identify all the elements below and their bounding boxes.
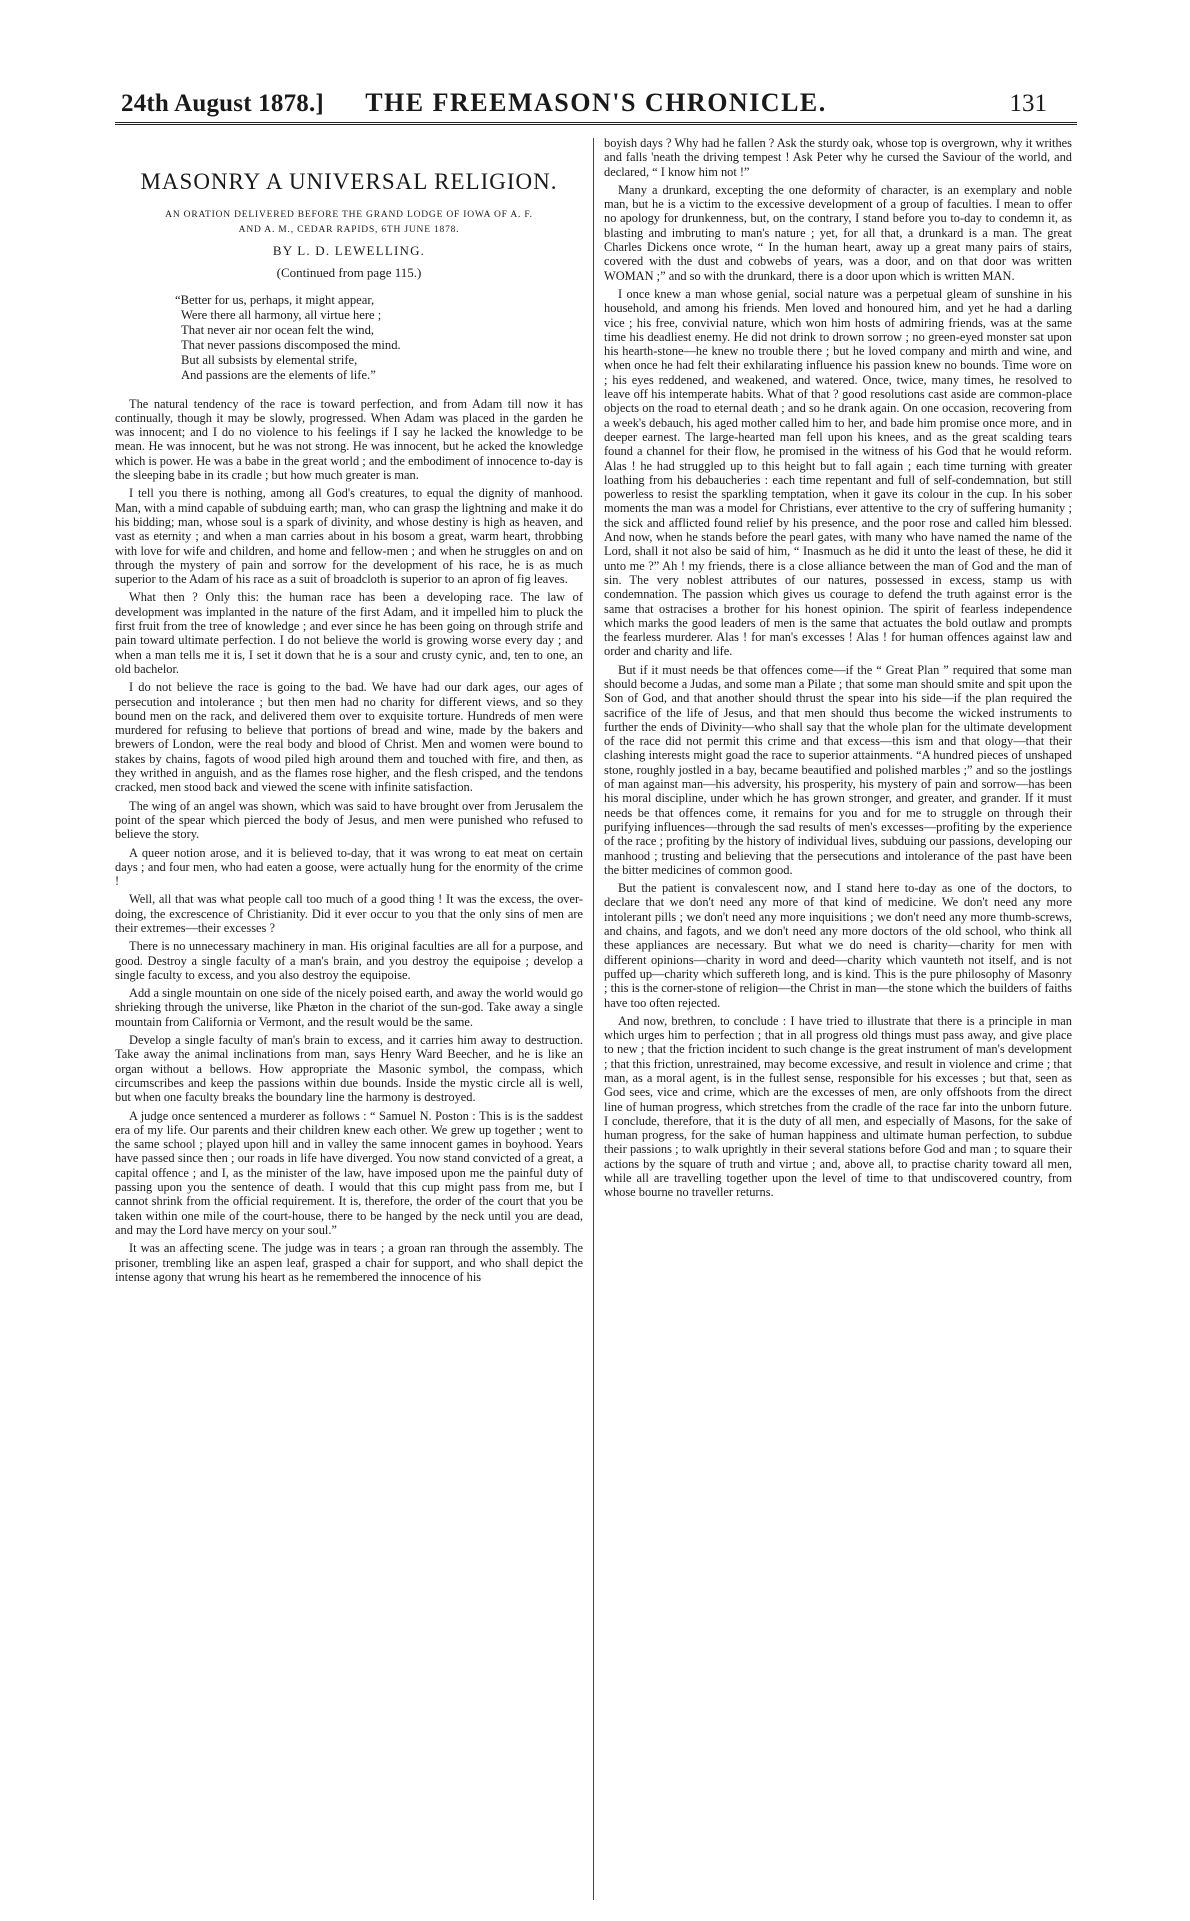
paragraph: But if it must needs be that offences come—if the “ Great Plan ” required that some man should become a Judas, and some man a Pilate ; that some man should smite and spit upon the Son of God, and that another should thrust the spear into his side—if the plan required the sacrifice of the life of Jesus, and that men should thus become the wicked instruments to further the ends of Divinity—who shall say that the whole plan for the ultimate development of the race did not permit this crime and that excess—this ism and that ology—that their clashing interests might goad the race to superior attainments. “A hundred pieces of unshaped stone, roughly jostled in a bay, became beautified and polished marbles ;” and so the jostlings of man against man—his adversity, his prosperity, his mystery of pain and sorrow—has been his moral discipline, under which he has grown stronger, and greater, and grander. If it must needs be that offences come, it remains for you and for me to struggle on through their purifying influences—through the sad results of men's excesses—profiting by the experience of the race ; profiting by the history of individual lives, subduing our passions, developing our manhood ; trusting and believing that the persecutions and intolerance of the past have been the bitter medicines of common good. [604,662,1072,877]
paragraph: It was an affecting scene. The judge was in tears ; a groan ran through the assembly. The prisoner, trembling like an aspen leaf, grasped a chair for support, and who shall depict the intense agony that wrung his heart as he remembered the innocence of his [115,1241,583,1284]
paragraph: The wing of an angel was shown, which was said to have brought over from Jerusalem the point of the spear which pierced the body of Jesus, and men were punished who refused to believe the story. [115,798,583,842]
paragraph: Many a drunkard, excepting the one deformity of character, is an exemplary and noble man, but he is a victim to the excessive development of a group of faculties. I mean to offer no apology for drunkenness, but, on the contrary, I stand before you to-day to condemn it, as blasting and imbruting to man's nature ; yet, for all that, a drunkard is a man. The great Charles Dickens once wrote, “ In the human heart, away up a great many pairs of stairs, covered with the dust and cobwebs of years, was a door, and on that door was written WOMAN ;” and so with the drunkard, there is a door upon which is written MAN. [604,182,1072,283]
continuation-note: (Continued from page 115.) [276,265,422,281]
verse-line: That never passions discomposed the mind. [181,337,401,352]
paragraph: I once knew a man whose genial, social nature was a perpetual gleam of sunshine in his household, and among his friends. Men loved and honoured him, and yet he had a darling vice ; his free, convivial nature, which won him hosts of admiring friends, was at the same time his deadliest enemy. He did not drink to drown sorrow ; no green-eyed monster sat upon his hearth-stone—he knew no trouble there ; but he loved company and mirth and wine, and when once he had felt their exhilarating influence his passion knew no bounds. Time wore on ; his eyes reddened, and weakened, and watered. Once, twice, many times, he resolved to leave off his intemperate habits. What of that ? good resolutions cast aside are common-place objects on the road to eternal death ; and so he drank again. On one occasion, recovering from a week's debauch, his aged mother called him to her, and bade him promise once more, and in deeper earnest. The large-hearted man fell upon his knees, and as the great scalding tears found a channel for their flow, he promised in the witness of his God that he would reform. Alas ! he had struggled up to this height but to fall again ; each time turning with greater loathing from his debaucheries : each time repentant and full of self-condemnation, but still powerless to resist the sparkling temptation, when it gave its colour in the cup. In his sober moments the man was a model for Christians, ever attentive to the cry of suffering humanity ; the sick and afflicted found relief by his presence, and the poor rose and called him blessed. And now, when he stands before the pearl gates, with many who have named the name of the Lord, shall it not also be said of him, “ Inasmuch as he did it unto the least of these, he did it unto me ?” Ah ! my friends, there is a close alliance between the man of God and the man of sin. The very noblest attributes of our natures, possessed in excess, stamp us with condemnation. The passion which gives us courage to defend the truth against error is the same that ostracises a brother for his honest opinion. The spirit of fearless independence which marks the good leaders of men is the same that actuates the bold outlaw and prompts the fearless murderer. Alas ! for man's excesses ! Alas ! for human offences against law and order and charity and life. [604,286,1072,659]
right-column [604,136,1072,1906]
paragraph: The natural tendency of the race is toward perfection, and from Adam till now it has continually, though it may be slowly, progressed. When Adam was placed in the garden he was innocent; and I do no violence to his feelings if I say he lacked the knowledge to be mean. He was innocent, but he was not strong. He was innocent, but he acked the knowledge which is power. He was a babe in the great world ; and the embodiment of innocence to-day is the sleeping babe in its cradle ; but how much greater is man. [115,396,583,483]
article-title: MASONRY A UNIVERSAL RELIGION. [140,169,558,194]
newspaper-title: THE FREEMASON'S CHRONICLE. [365,88,827,117]
subtitle-line: AN ORATION DELIVERED BEFORE THE GRAND LODGE OF IOWA OF A. F. [165,210,533,220]
paragraph: There is no unnecessary machinery in man. His original faculties are all for a purpose, and good. Destroy a single faculty of a man's brain, and you destroy the equipoise ; develop a single faculty to excess, and you also destroy the equipoise. [115,939,583,982]
masthead [115,78,1077,125]
verse-line: “Better for us, perhaps, it might appear, [175,292,375,307]
paragraph: Develop a single faculty of man's brain to excess, and it carries him away to destruction. Take away the animal inclinations from man, says Henry Ward Beecher, and he is like an organ without a bellows. How appropriate the Masonic symbol, the compass, which circumscribes and keep the passions within due bounds. Inside the mystic circle all is well, but when one faculty breaks the boundary line the harmony is destroyed. [115,1033,583,1105]
paragraph: Well, all that was what people call too much of a good thing ! It was the excess, the over-doing, the excrescence of Christianity. Did it ever occur to you that the only sins of men are their extremes—their excesses ? [115,892,583,935]
paragraph: But the patient is convalescent now, and I stand here to-day as one of the doctors, to declare that we don't need any more of that kind of medicine. We don't need any more intolerant pills ; we don't need any more inquisitions ; we don't need any more thumb-screws, and chains, and fagots, and we don't need any more doctors of the old school, who think all these appliances are necessary. But what we do need is charity—charity for men with different opinions—charity in word and deed—charity which vaunteth not itself, and is not puffed up—charity which suffereth long, and is kind. This is the pure philosophy of Masonry ; this is the corner-stone of religion—the Christ in man—the stone which the builders of faiths have too often rejected. [604,881,1072,1010]
paragraph: boyish days ? Why had he fallen ? Ask the sturdy oak, whose top is overgrown, why it writhes and falls 'neath the driving tempest ! Ask Peter why he cursed the Saviour of the world, and declared, “ I know him not !” [604,136,1072,179]
paragraph: I do not believe the race is going to the bad. We have had our dark ages, our ages of persecution and intolerance ; but then men had no charity for different views, and so they bound men on the rack, and delivered them over to exquisite torture. Hundreds of men were murdered for refusing to believe that portions of bread and wine, made by the bakers and brewers of London, were the real body and blood of Christ. Men and women were bound to stakes by chains, fagots of wood piled high around them and touched with fire, and then, as they writhed in anguish, and as the flames rose higher, and the flesh crisped, and the tendons cracked, men stood back and viewed the scene with infinite satisfaction. [115,680,583,795]
column-divider [593,138,594,1900]
paragraph: A judge once sentenced a murderer as follows : “ Samuel N. Poston : This is is the saddest era of my life. Our parents and their children knew each other. We grew up together ; went to the same school ; played upon hill and in valley the same innocent games in boyhood. Years have passed since then ; our roads in life have diverged. You now stand convicted of a great, a capital offence ; and I, as the minister of the law, have imposed upon me the painful duty of passing upon you the sentence of death. I would that this cup might pass from me, but I cannot shrink from the official requirement. It is, therefore, the order of the court that you be taken within one mile of the court-house, there to be hanged by the neck until you are dead, and may the Lord have mercy on your soul.” [115,1108,583,1237]
paragraph: A queer notion arose, and it is believed to-day, that it was wrong to eat meat on certain days ; and four men, who had eaten a goose, were actually hung for the enormity of the crime ! [115,845,583,889]
paragraph: Add a single mountain on one side of the nicely poised earth, and away the world would go shrieking through the universe, like Phæton in the chariot of the sun-god. Take away a single mountain from California or Vermont, and the result would be the same. [115,986,583,1029]
paragraph: And now, brethren, to conclude : I have tried to illustrate that there is a principle in man which urges him to perfection ; that in all progress old things must pass away, and give place to new ; that the friction incident to such change is the great instrument of man's development ; that this friction, unrestrained, may become excessive, and result in violence and crime ; that man, as a moral agent, is in the fullest sense, responsible for his excesses ; but that, seen as God sees, vice and crime, which are the excesses of men, are only offshoots from the direct line of human progress, which stretches from the cradle of the race far into the unborn future. I conclude, therefore, that it is the duty of all men, and especially of Masons, for the sake of human progress, for the sake of human happiness and ultimate human perfection, to subdue their passions ; to walk uprightly in their several stations before God and man ; to square their actions by the square of truth and virtue ; and, above all, to practise charity toward all men, while all are travelling together upon the level of time to that undiscovered country, from whose bourne no traveller returns. [604,1013,1072,1200]
left-column [115,146,583,1906]
paragraph: I tell you there is nothing, among all God's creatures, to equal the dignity of manhood. Man, with a mind capable of subduing earth; man, who can grasp the lightning and make it do his bidding; man, whose soul is a spark of divinity, and whose destiny is high as heaven, and vast as eternity ; and when a man carries about in his bosom a great, warm heart, throbbing with love for wife and children, and home and fellow-men ; and when he struggles on and on through the mystery of pain and sorrow for the development of his race, he is as much superior to the Adam of his race as a suit of broadcloth is superior to an apron of fig leaves. [115,486,583,587]
page-number: 131 [1009,90,1047,117]
verse-line: That never air nor ocean felt the wind, [181,322,375,337]
paragraph: What then ? Only this: the human race has been a developing race. The law of development was implanted in the nature of the first Adam, and it impelled him to pluck the first fruit from the tree of knowledge ; and ever since he has been going on through strife and pain toward ultimate perfection. I do not believe the world is growing worse every day ; and when a man tells me it is, I set it down that he is a sour and crusty cynic, and, ten to one, an old bachelor. [115,590,583,676]
verse-line: Were there all harmony, all virtue here ; [181,307,382,322]
epigraph-verse [175,293,583,383]
verse-line: And passions are the elements of life.” [181,367,376,382]
subtitle-line: AND A. M., CEDAR RAPIDS, 6TH JUNE 1878. [238,225,460,235]
issue-date: 24th August 1878.] [121,90,324,117]
author-byline: BY L. D. LEWELLING. [272,243,426,258]
verse-line: But all subsists by elemental strife, [181,352,358,367]
article-subtitle [115,208,583,238]
